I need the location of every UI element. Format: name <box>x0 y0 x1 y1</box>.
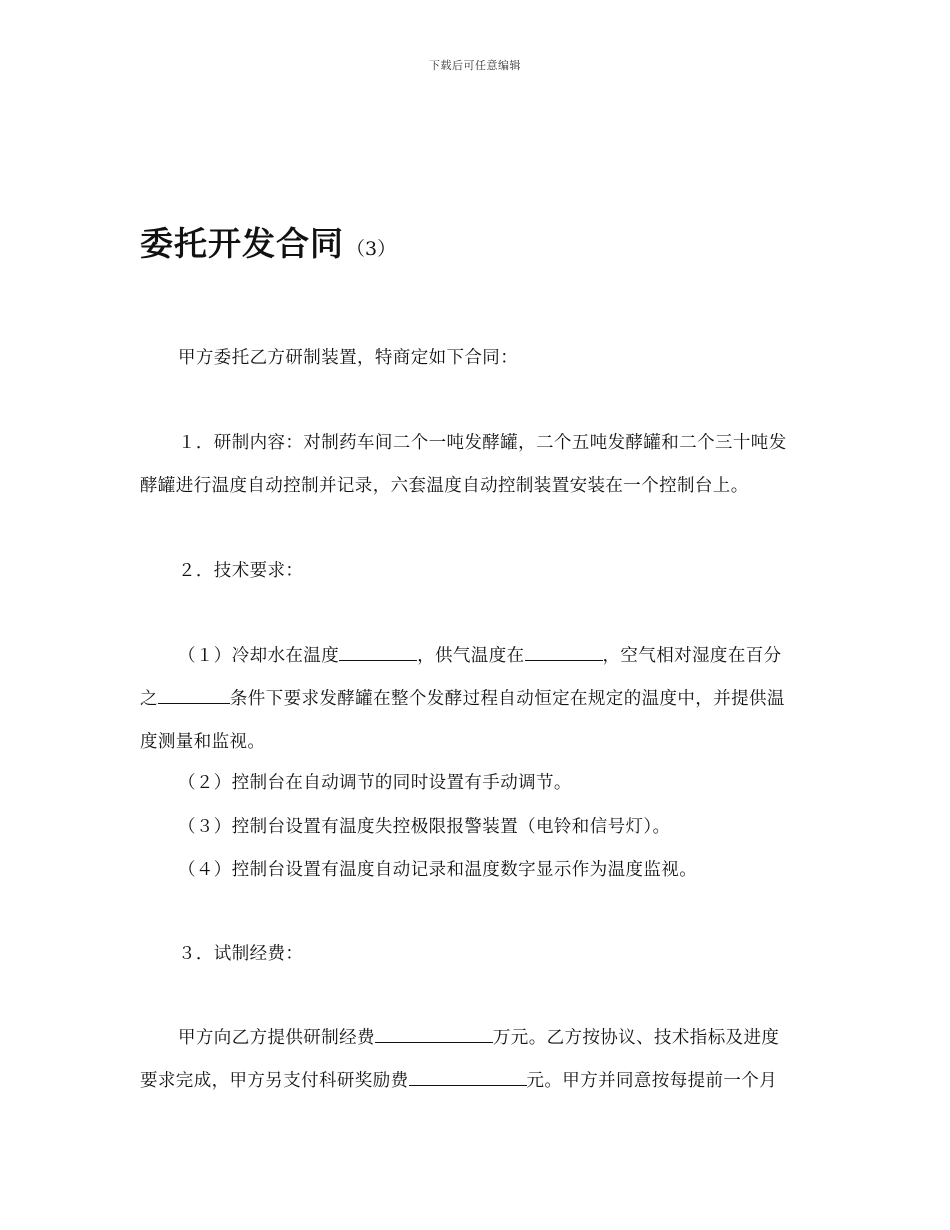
section2-item2: （２）控制台在自动调节的同时设置有手动调节。 <box>178 773 572 793</box>
section2-item3: （３）控制台设置有温度失控极限报警装置（电铃和信号灯）。 <box>178 817 671 837</box>
item1-text-d: 之 <box>140 689 158 709</box>
title-main: 委托开发合同 <box>140 224 344 263</box>
item1-text-b: ，供气温度在 <box>417 646 525 666</box>
section3-line1-text-a: 甲方向乙方提供研制经费 <box>178 1028 375 1048</box>
section3-line2 <box>140 1067 812 1092</box>
title-number: （3） <box>346 238 397 260</box>
research-fund-blank <box>375 1024 493 1043</box>
section3-line1 <box>178 1024 850 1049</box>
section2-item1-line2 <box>140 685 812 710</box>
section3-line1-text-b: 万元。乙方按协议、技术指标及进度 <box>492 1028 780 1048</box>
section3-line2-text-a: 要求完成，甲方另支付科研奖励费 <box>140 1071 409 1091</box>
item1-text-c: ，空气相对湿度在百分 <box>602 646 782 666</box>
section3-line2-text-b: 元。甲方并同意按每提前一个月 <box>526 1071 778 1091</box>
section3-heading: ３．试制经费： <box>178 944 304 964</box>
item1-text-e: 条件下要求发酵罐在整个发酵过程自动恒定在规定的温度中，并提供温 <box>229 689 785 709</box>
section2-item1-line1 <box>178 642 850 667</box>
humidity-blank <box>158 685 230 704</box>
air-supply-temperature-blank <box>525 642 603 661</box>
water-temperature-blank <box>339 642 417 661</box>
item1-text-a: （１）冷却水在温度 <box>178 646 340 666</box>
section1-line2: 酵罐进行温度自动控制并记录，六套温度自动控制装置安装在一个控制台上。 <box>140 476 749 496</box>
intro-paragraph: 甲方委托乙方研制装置，特商定如下合同： <box>178 348 519 368</box>
page-header: 下载后可任意编辑 <box>429 59 521 72</box>
reward-fund-blank <box>409 1067 527 1086</box>
section2-heading: ２．技术要求： <box>178 561 304 581</box>
section1-line1: １．研制内容：对制药车间二个一吨发酵罐，二个五吨发酵罐和二个三十吨发 <box>178 433 787 453</box>
section2-item1-line3: 度测量和监视。 <box>140 732 266 752</box>
section2-item4: （４）控制台设置有温度自动记录和温度数字显示作为温度监视。 <box>178 860 698 880</box>
document-title <box>140 218 396 265</box>
